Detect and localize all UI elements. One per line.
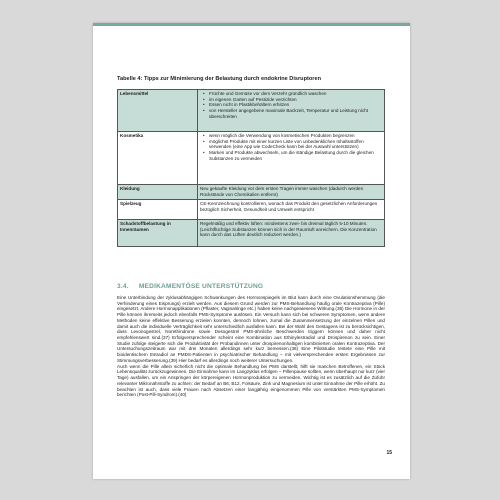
table-title: Tabelle 4: Tipps zur Minimierung der Belastung durch endokrine Disruptoren [117,76,321,82]
list-item: • möglichst Produkte mit einer kurzen Liste von unbedenklichen Inhaltsstoffen verwenden (eine App wie CodeCheck kann bei der Auswahl unterstützen) [209,139,382,150]
list-item: • im eigenen Garten auf Pestizide verzichten [209,97,382,103]
paragraph: Eine Unterbindung der zyklusabhängigen Schwankungen des Hormonspiegels im Blut kann durch eine Ovulationshemmung (die Verhinderung eines Eisprungs) erzielt werden. Aus diesem Grund werden zur PMS-Behandlung häufig orale Kontrazeptiva (Pille) eingesetzt. Andere Hormonapplikationen (Pflaster, Vaginalringe etc.) haben keine nachgewiesene Wirkung.(36) Die Hormone in der Pille können ihrerseits jedoch ebenfalls PMS-Symptome auslösen. Ein Versuch kann sich bei schweren Symptomen, wenn andere Methoden keine effektive Besserung erzielen konnten, dennoch lohnen, zumal die Zusammensetzung der einzelnen Pillen und damit auch die individuelle Verträglichkeit sehr unterschiedlich ausfallen kann. Bei der Wahl des Gestagens ist zu berücksichtigen, dass Levonogestrel, Norethindrone sowie Desogestrel PMS-ähnliche Beschwerden triggern können und daher nicht empfehlenswert sind.(37) Erfolgversprechender scheint eine Kombination aus Ethinylestradiol und Drospirenon zu sein. Einer Studie zufolge steigerte sich die Produktivität der Probandinnen unter drospirenonhaltigen kombinierten oralen Kontrazeptiva. Der Untersuchungszeitraum war mit drei Monaten allerdings sehr kurz bemessen.(38) Eine Pilotstudie testete eine Pille mit bioidentischem Estradiol an PMDS-Patienten in psychiatrischer Behandlung – mit vielversprechenden ersten Ergebnissen zur Stimmungsverbesserung.(39) Hier bedarf es allerdings noch weiterer Untersuchungen. [117,295,385,363]
list-item: • Früchte und Gemüse vor dem Verzehr gründlich waschen [209,91,382,97]
paragraph: Auch wenn die Pille allein sicherlich nicht die optimale Behandlung bei PMS darstellt, hilft sie manchen Betroffenen, ein Stück Lebensqualität zurückzugewinnen. Die Einnahme kann im Langzyklus erfolgen – Pillenpause sollten, wenn überhaupt nur kurz (vier Tage) ausfallen, um ein Anspringen der körpereigenen Hormonproduktion zu vermeiden. Wichtig ist es zusätzlich auf die Zufuhr relevanter Mikronährstoffe zu achten: der Bedarf an B6, B12, Folsäure, Zink und Magnesium ist unter Einnahme der Pille erhöht. Zu beachten ist auch, dass viele Frauen nach Absetzen einer langjährig eingenommen Pille von verstärkten PMS-Symptomen berichten (Post-Pill-Syndrom).(40) [117,363,385,398]
table-row [118,220,385,247]
document-page [93,23,410,479]
bullet-list [200,133,382,162]
table-content-cell [198,132,385,185]
table-row [118,200,385,220]
table-category-cell: Spielzeug [118,200,198,220]
table-category-cell: Kleidung [118,185,198,200]
table-category-cell: Schadstoffbelastung in Innenräumen [118,220,198,247]
list-item: • Essen nicht in Plastikbehältern erhitzen [209,102,382,108]
page-number: 15 [386,450,392,456]
table-row [118,132,385,185]
table-content-cell: Regelmäßig und effektiv lüften: mindestens zwei- bis dreimal täglich 5-10 Minuten. (Leichtflüchtige Substanzen können sich in der Raumluft anreichern. Die Konzentration kann durch das Lüften deutlich reduziert werden.) [198,220,385,247]
list-item: • von Hersteller angegebene maximale Backzeit, Temperatur und Leistung nicht überschreiten [209,108,382,119]
table-row [118,185,385,200]
section-number: 3.4. [117,283,129,290]
table-content-cell [198,90,385,132]
body-text [117,295,385,398]
tips-table [117,89,385,247]
bullet-list [200,91,382,120]
table-category-cell: Lebensmittel [118,90,198,132]
list-item: • Marken und Produkte abwechseln, um die ständige Belastung durch die gleichen Substanzen zu vermeiden [209,150,382,161]
list-item: • wenn möglich die Verwendung von kosmetischen Produkten begrenzen [209,133,382,139]
top-accent-rule [93,23,410,26]
section-heading [117,283,263,290]
table-content-cell: Neu gekaufte Kleidung vor dem ersten Tragen immer waschen (dadurch werden Rückstände von Chemikalien entfernt) [198,185,385,200]
table-content-cell: CE-Kennzeichnung kontrollieren, wonach das Produkt den gesetzlichen Anforderungen bezüglich Sicherheit, Gesundheit und Umwelt entspricht [198,200,385,220]
table-row [118,90,385,132]
section-title: MEDIKAMENTÖSE UNTERSTÜTZUNG [138,283,264,290]
table-category-cell: Kosmetika [118,132,198,185]
